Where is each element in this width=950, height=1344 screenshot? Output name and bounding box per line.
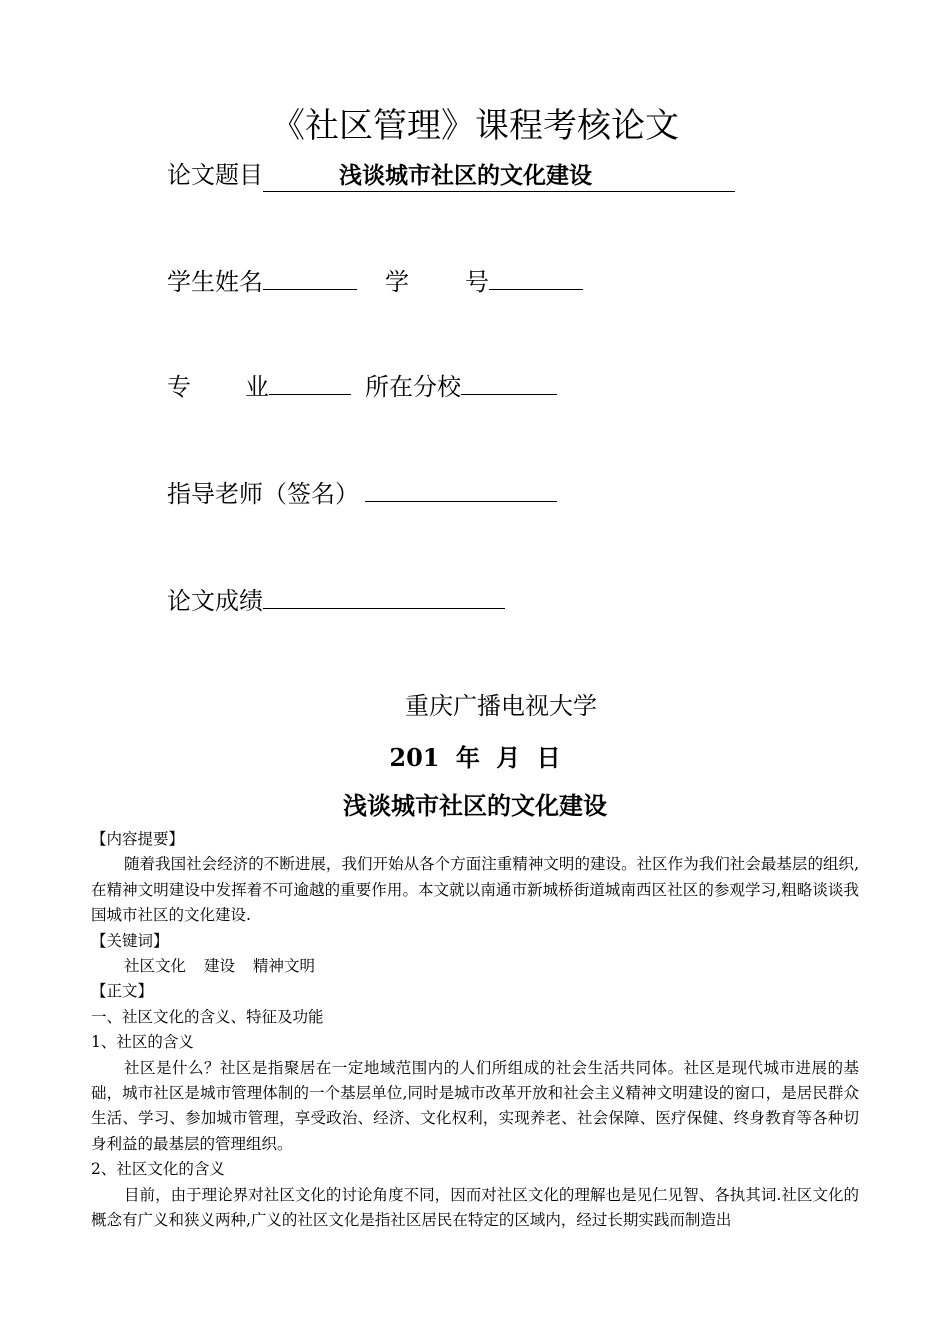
date-line [0, 738, 950, 773]
date-year-unit: 年 [455, 743, 480, 772]
student-name-label: 学生姓名 [167, 268, 263, 296]
advisor-row [167, 477, 557, 509]
thesis-title-field [167, 160, 735, 192]
date-month-unit: 月 [496, 743, 521, 772]
student-info-row [167, 265, 583, 297]
keywords-heading: 【关键词】 [91, 931, 169, 950]
keyword: 建设 [204, 957, 236, 976]
abstract-heading: 【内容提要】 [91, 830, 185, 848]
grade-blank [263, 584, 505, 609]
student-name-blank [263, 265, 357, 290]
body-paragraph: 目前，由于理论界对社区文化的讨论角度不同，因而对社区文化的理解也是见仁见智、各执其词.社区文化的概念有广义和狭义两种,广义的社区文化是指社区居民在特定的区域内，经过长期实践而制造出 [91, 1185, 859, 1230]
subsection-heading: 1、社区的含义 [91, 1033, 194, 1052]
cover-title: 《社区管理》课程考核论文 [271, 106, 679, 146]
major-label-1: 专 [167, 373, 191, 401]
paper-title: 浅谈城市社区的文化建设 [343, 792, 607, 820]
major-label-2: 业 [245, 373, 269, 401]
keyword: 精神文明 [253, 957, 316, 976]
major-blank [269, 370, 351, 395]
university-name: 重庆广播电视大学 [405, 692, 597, 720]
section-heading: 一、社区文化的含义、特征及功能 [91, 1007, 324, 1026]
paper-body [91, 827, 859, 1234]
grade-row [167, 584, 505, 616]
branch-blank [461, 370, 557, 395]
advisor-label: 指导老师（签名） [167, 480, 359, 508]
thesis-title-value: 浅谈城市社区的文化建设 [263, 161, 735, 192]
date-day-unit: 日 [536, 743, 561, 772]
grade-label: 论文成绩 [167, 587, 263, 615]
thesis-title-label: 论文题目 [167, 161, 263, 189]
major-branch-row [167, 370, 557, 402]
date-year: 201 [389, 743, 440, 772]
student-id-label-1: 学 [385, 268, 409, 296]
keyword: 社区文化 [124, 957, 187, 976]
abstract-paragraph: 随着我国社会经济的不断进展，我们开始从各个方面注重精神文明的建设。社区作为我们社会最基层的组织,在精神文明建设中发挥着不可逾越的重要作用。本文就以南通市新城桥街道城南西区社区的参观学习,粗略谈谈我国城市社区的文化建设. [91, 855, 859, 925]
student-id-label-2: 号 [465, 268, 489, 296]
body-heading: 【正文】 [91, 982, 154, 1001]
branch-label: 所在分校 [365, 373, 461, 401]
student-id-blank [489, 265, 583, 290]
advisor-signature-blank [365, 477, 557, 502]
body-paragraph: 社区是什么？社区是指聚居在一定地域范围内的人们所组成的社会生活共同体。社区是现代城市进展的基础，城市社区是城市管理体制的一个基层单位,同时是城市改革开放和社会主义精神文明建设的窗口，是居民群众生活、学习、参加城市管理，享受政治、经济、文化权利，实现养老、社会保障、医疗保健、终身教育等各种切身利益的最基层的管理组织。 [91, 1058, 859, 1153]
keywords-line [91, 954, 859, 979]
subsection-heading: 2、社区文化的含义 [91, 1160, 225, 1179]
